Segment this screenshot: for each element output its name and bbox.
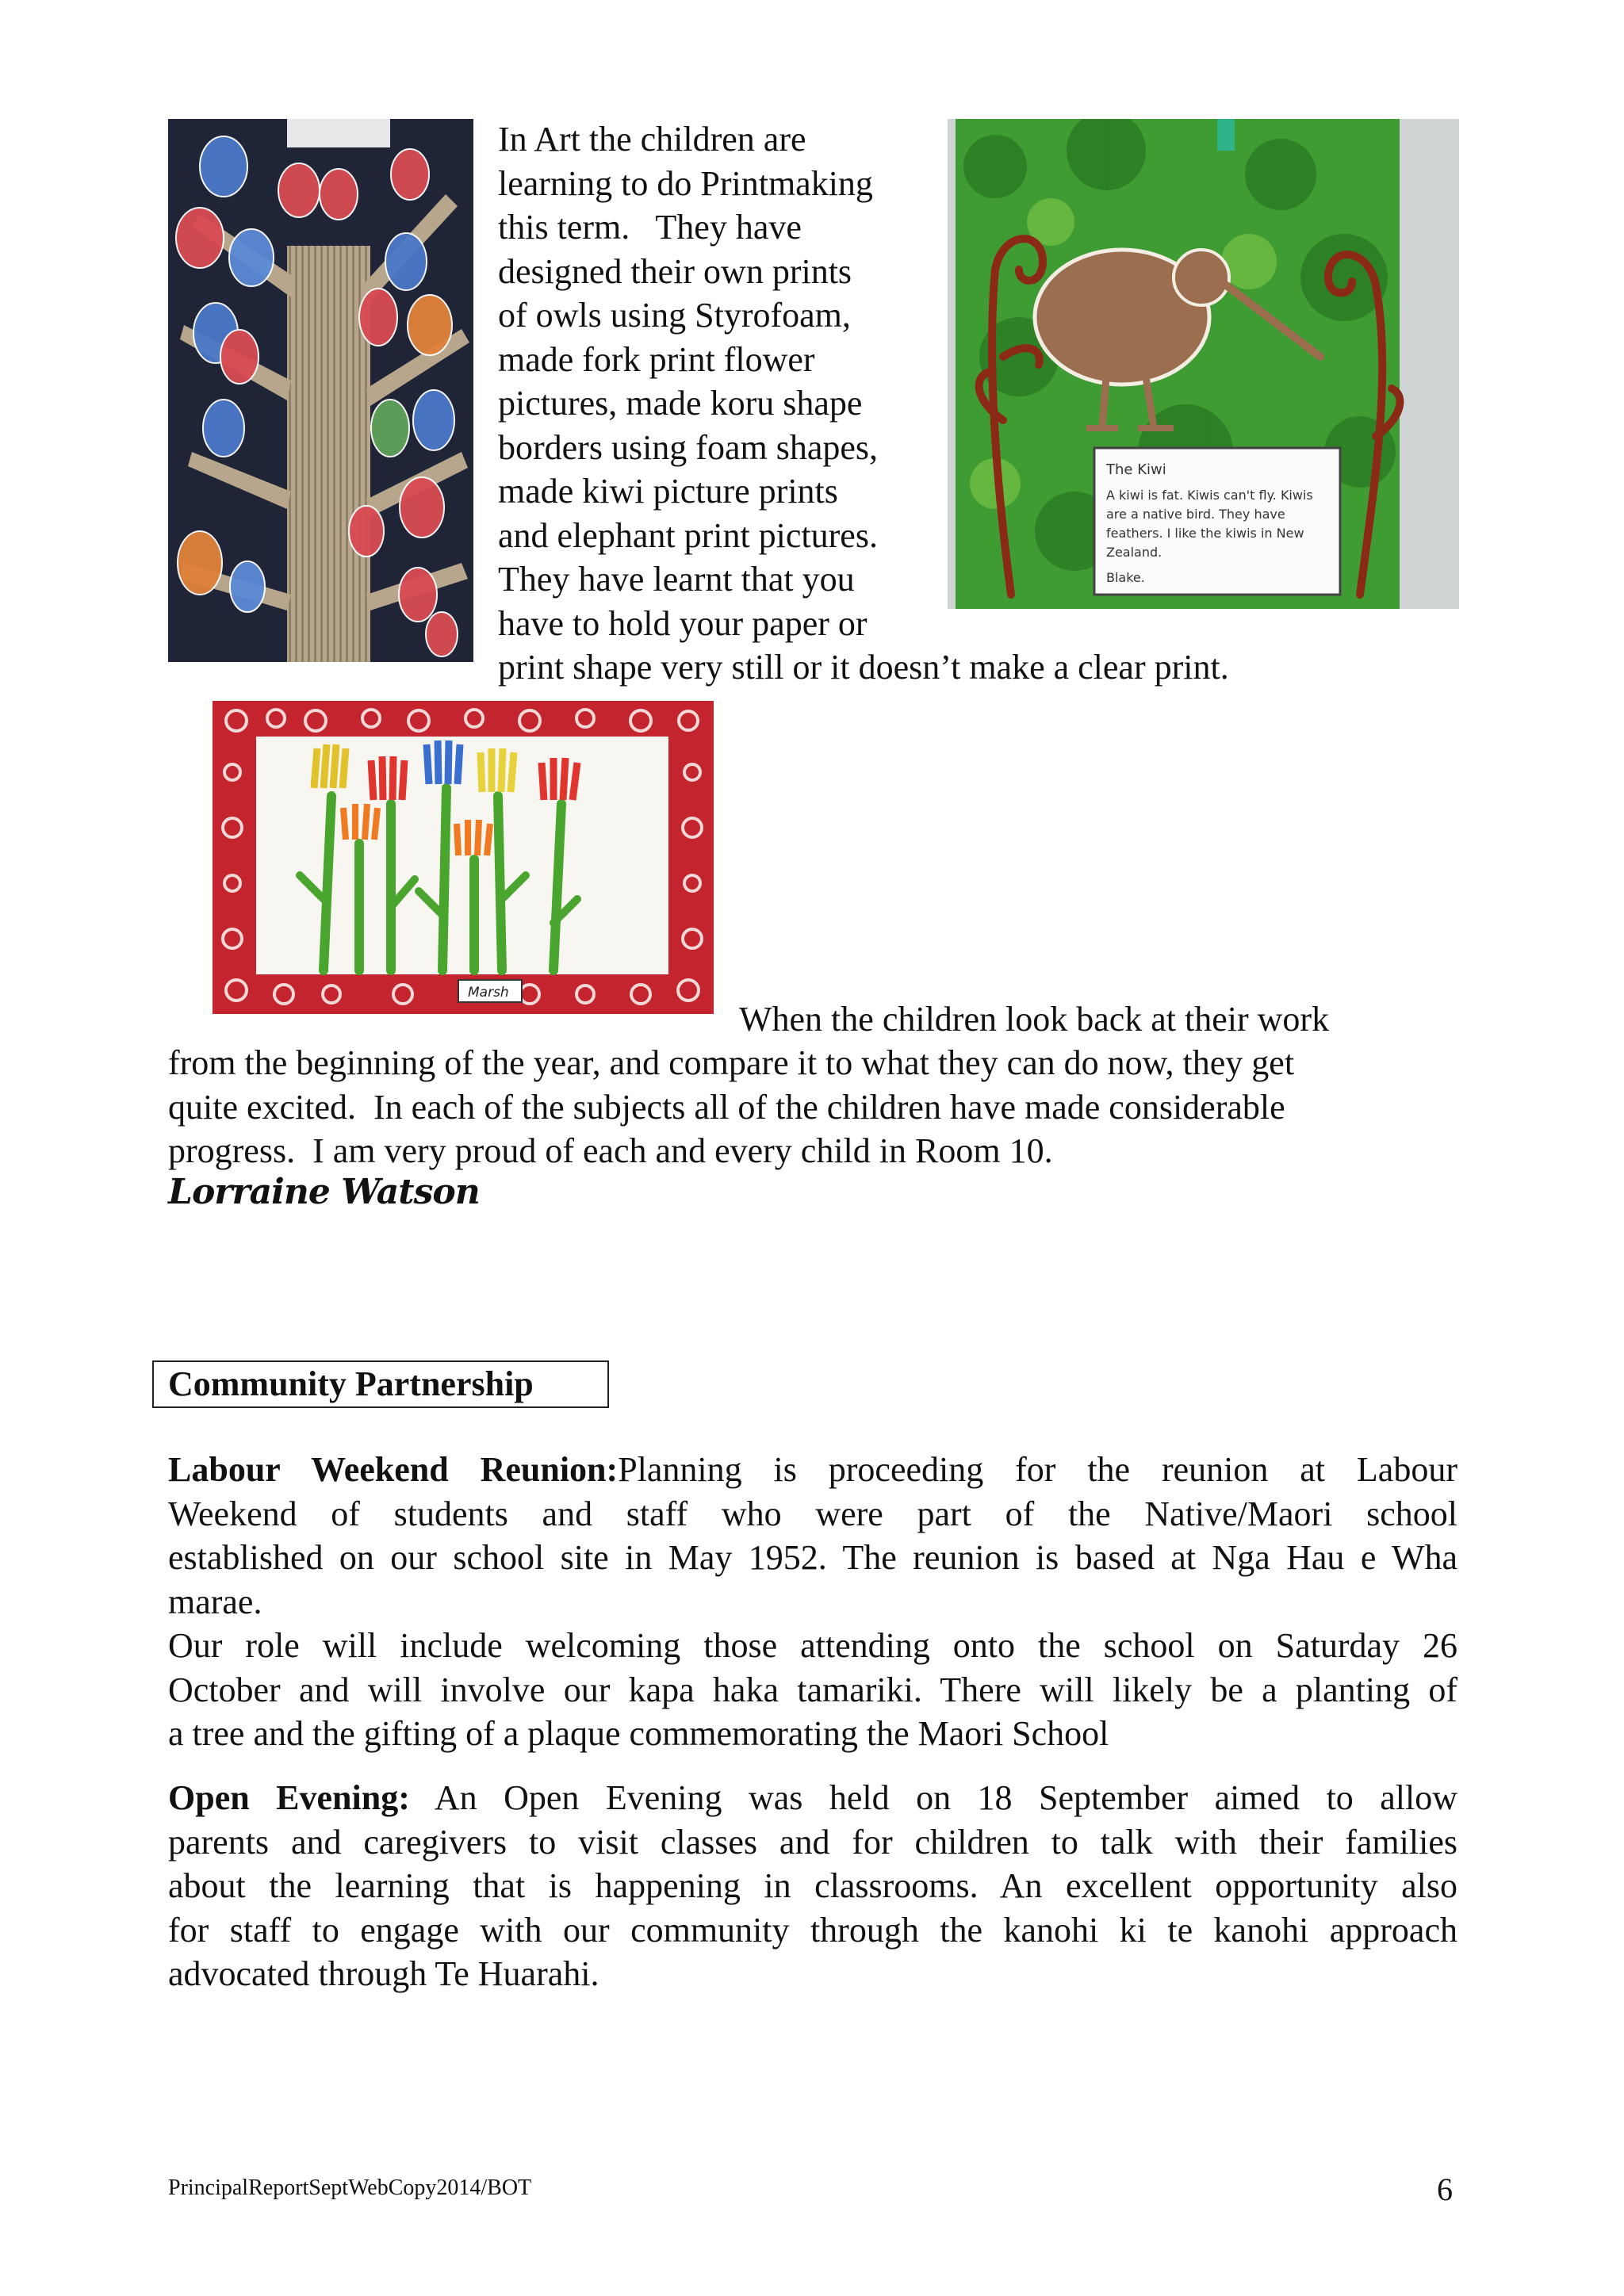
role-paragraph (168, 1624, 1457, 1756)
footer-document-reference: PrincipalReportSeptWebCopy2014/BOT (168, 2175, 532, 2200)
art-line: learning to do Printmaking (498, 163, 873, 203)
progress-line: from the beginning of the year, and compare it to what they can do now, they get (168, 1043, 1295, 1082)
art-line: designed their own prints (498, 251, 852, 291)
progress-first-line: When the children look back at their work (739, 1000, 1330, 1039)
kiwi-print-photo (948, 119, 1459, 609)
art-line: of owls using Styrofoam, (498, 296, 851, 335)
fork-flower-print-photo (213, 701, 714, 1014)
open-evening-line: advocated through Te Huarahi. (168, 1954, 599, 1993)
role-line: Our role will include welcoming those attending onto the school on Saturday 26 (168, 1626, 1457, 1665)
reunion-line: established on our school site in May 1952. The reunion is based at Nga Hau e Wha (168, 1538, 1457, 1577)
art-line: this term. They have (498, 208, 802, 247)
reunion-paragraph (168, 1448, 1457, 1624)
open-evening-label: Open Evening: (168, 1778, 410, 1817)
owl-tree-print-photo (168, 119, 473, 662)
open-evening-line: for staff to engage with our community through the kanohi ki te kanohi approach (168, 1910, 1457, 1950)
open-evening-line: parents and caregivers to visit classes and for children to talk with their families (168, 1822, 1457, 1862)
progress-line: progress. I am very proud of each and every child in Room 10. (168, 1131, 1053, 1170)
open-evening-line: about the learning that is happening in classrooms. An excellent opportunity also (168, 1866, 1457, 1905)
flower-card-name: Marsh (468, 985, 509, 1001)
reunion-line: Weekend of students and staff who were part of the Native/Maori school (168, 1494, 1457, 1533)
section-heading: Community Partnership (168, 1364, 534, 1403)
kiwi-card-line: Zealand. (1106, 545, 1162, 560)
art-paragraph-last-line: print shape very still or it doesn’t make a clear print. (498, 648, 1229, 687)
art-line: made fork print flower (498, 339, 815, 379)
role-line: a tree and the gifting of a plaque commemorating the Maori School (168, 1714, 1109, 1753)
kiwi-card-title: The Kiwi (1106, 461, 1166, 478)
progress-paragraph (168, 1041, 1469, 1173)
open-evening-paragraph (168, 1776, 1457, 1996)
art-line: They have learnt that you (498, 560, 855, 599)
kiwi-card-author: Blake. (1106, 570, 1145, 585)
open-evening-line: An Open Evening was held on 18 September aimed to allow (409, 1778, 1457, 1817)
role-line: October and will involve our kapa haka tamariki. There will likely be a planting of (168, 1670, 1457, 1709)
art-line: and elephant print pictures. (498, 515, 878, 555)
page-number: 6 (1437, 2172, 1453, 2207)
art-paragraph (498, 117, 950, 645)
art-line: made kiwi picture prints (498, 472, 838, 511)
art-line: In Art the children are (498, 120, 806, 159)
reunion-line: marae. (168, 1582, 262, 1621)
reunion-line: Planning is proceeding for the reunion at Labour (618, 1450, 1457, 1489)
art-line: have to hold your paper or (498, 603, 868, 643)
kiwi-card-line: A kiwi is fat. Kiwis can't fly. Kiwis (1106, 488, 1313, 503)
progress-line: quite excited. In each of the subjects all of the children have made considerable (168, 1087, 1285, 1127)
reunion-label: Labour Weekend Reunion: (168, 1450, 619, 1489)
art-line: borders using foam shapes, (498, 427, 879, 467)
kiwi-card-line: are a native bird. They have (1106, 507, 1285, 522)
art-line: pictures, made koru shape (498, 384, 863, 423)
kiwi-card-line: feathers. I like the kiwis in New (1106, 526, 1304, 541)
signature: Lorraine Watson (168, 1172, 480, 1212)
